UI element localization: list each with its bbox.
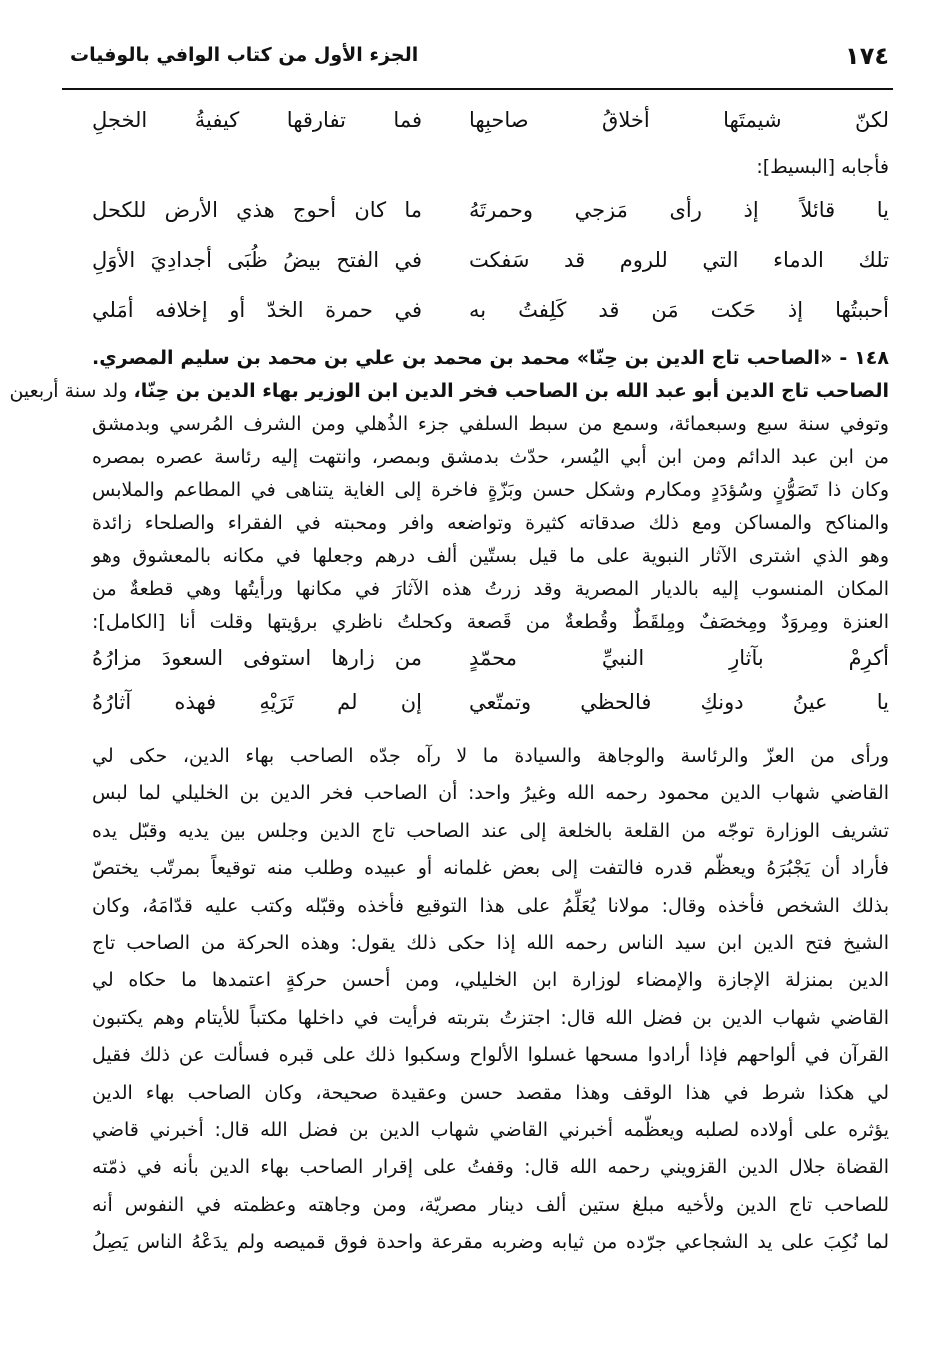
page-header [70,40,889,80]
poem-3 [92,646,889,740]
text-line: القاضي شهاب الدين محمود رحمه الله وغيرُ واحد: أن الصاحب فخر الدين بن الخليلي لما لبس [92,782,889,805]
verse [92,690,889,740]
page-number: ١٧٤ [845,42,889,70]
verse-first-hemistich: تلك الدماء التي للروم قد سَفكت [469,248,889,272]
text-line: من ابن عبد الدائم ومن ابن أبي اليُسر، حدّث بدمشق وبمصر، وانتهت إليه رئاسة عصره بمصره [92,446,889,468]
verse-first-hemistich: يا قائلاً إذ رأى مَزجي وحمرتَهُ [469,198,889,222]
subject-name: الصاحب تاج الدين أبو عبد الله بن الصاحب فخر الدين ابن الوزير بهاء الدين بن حِنّا، [133,380,889,402]
verse-first-hemistich: أحببتُها إذ حَكت مَن قد كَلِفتُ به [469,298,889,322]
verse-second-hemistich: في الفتح بيضُ ظُبَى أجدادِيَ الأوَلِ [92,248,422,272]
text-line: فأراد أن يَجْبُرَهُ ويعظّم قدره فالتفت إلى بعض غلمانه أو عبيده وطلب منه توقيعاً بمرتّب يختصّ [92,857,889,880]
text-fragment: ولد سنة أربعين [9,380,134,402]
reply-intro: فأجابه [البسيط]: [756,156,889,178]
verse [92,198,889,248]
verse-second-hemistich: فما تفارقها كيفيةُ الخجلِ [92,108,422,132]
verse [92,646,889,690]
text-line: القضاة جلال الدين القزويني رحمه الله قال: وقفتُ على إقرار الصاحب بهاء الدين بأنه في ذمّته [92,1156,889,1179]
verse-first-hemistich: يا عينُ دونكِ فالحظي وتمتّعي [469,690,889,714]
verse-first-hemistich: أكرِمْ بآثارِ النبيِّ محمّدٍ [469,646,889,670]
biography-paragraph-1 [9,342,889,639]
verse-first-hemistich: لكنّ شيمتَها أخلاقُ صاحبِها [469,108,889,132]
text-line: للصاحب تاج الدين ولأخيه مبلغ ستين ألف دينار مصريّة، ومن وجاهته وعظمته في النفوس أنه [92,1193,889,1216]
text-line: والمناكح والمساكن ومع ذلك صدقاته كثيرة وتواضعه وافر ومحبته في الفقراء والصلحاء زائدة [92,512,889,534]
verse-second-hemistich: من زارها استوفى السعودَ مزارُهُ [92,646,422,670]
verse-second-hemistich: في حمرة الخدّ أو إخلافه أمَلي [92,298,422,322]
verse [92,298,889,348]
text-line: القاضي شهاب الدين بن فضل الله قال: اجتزتُ بتربته فرأيت في داخلها مكتباً للأيتام وهم يكتبون [92,1006,889,1029]
running-title: الجزء الأول من كتاب الوافي بالوفيات [70,44,419,66]
poem-2 [92,198,889,348]
text-line: بذلك الشخص فأخذه وقال: مولانا يُعَلِّمُ على هذا التوقيع فأخذه وقبّله وكتب عليه قدّامَهُ، وكان [92,894,889,917]
text-line: لما نُكِبَ على يد الشجاعي جرّده من ثيابه وضربه مقرعة واحدة فوق قميصه ولم يدَعْهُ الناس يَصِلُ [92,1231,889,1254]
text-line: وهو الذي اشترى الآثار النبوية على ما قيل بستّين ألف درهم وجعلها في مكانه بالمعشوق وهو [92,545,889,567]
text-line: لي هكذا شرط في هذا الوقف وهذا مقصد حسن وعقيدة صحيحة، وكان الصاحب بهاء الدين [92,1081,889,1104]
verse [92,108,889,158]
text-line: القرآن في ألواحهم فإذا أرادوا مسحها غسلوا الألواح وسكبوا ذلك على قبره فسألت عن ذلك فقيل [92,1044,889,1067]
biography-paragraph-2 [92,738,889,1261]
verse-second-hemistich: ما كان أحوج هذي الأرض للكحل [92,198,422,222]
poem-1 [92,108,889,158]
text-line: وتوفي سنة سبع وسبعمائة، وسمع من سبط السلفي جزء الذُهلي ومن الشرف المُرسي وبدمشق [92,413,889,435]
text-line: وكان ذا تَصَوُّنٍ وسُؤدَدٍ ومكارم وشكل حسن وبَزّةٍ فاخرة إلى الغاية يتناهى في المطاعم والملابس [92,479,889,501]
header-rule [62,88,893,90]
verse [92,248,889,298]
text-line: تشريف الوزارة توجّه من القلعة بالخلعة إلى عند الصاحب تاج الدين وجلس بين يديه وقبّل يده [92,819,889,842]
text-line: العنزة ومِروَدٌ ومِخصَفٌ ومِلقَطٌ وقُطعةٌ من قَصعة وكحلتُ ناظري برؤيتها وقلت أنا [الكامل]: [92,611,889,633]
text-line: الشيخ فتح الدين ابن سيد الناس رحمه الله إذا حكى ذلك يقول: وهذه الحركة من الصاحب تاج [92,931,889,954]
text-line: يؤثره على أولاده لصلبه ويعظّمه أخبرني القاضي شهاب الدين بن فضل الله قال: أخبرني قاضي [92,1118,889,1141]
text-line: ورأى من العزّ والرئاسة والوجاهة والسيادة ما لا رآه جدّه الصاحب بهاء الدين، حكى لي [92,745,889,767]
entry-heading: ١٤٨ - «الصاحب تاج الدين بن حِنّا» محمد بن محمد بن علي بن محمد بن سليم المصري. [92,347,889,369]
text-line: الدين بمنزلة الإجازة والإمضاء لوزارة ابن الخليلي، ومن أحسن حركةٍ اعتمدها ما حكاه لي [92,969,889,992]
verse-second-hemistich: إن لم تَرَيْهِ فهذه آثارُهُ [92,690,422,714]
text-line: المكان المنسوب إليه بالديار المصرية وقد زرتُ هذه الآثارَ في مكانها ورأيتُها وهي قطعةٌ من [92,578,889,600]
text-line [9,375,889,408]
